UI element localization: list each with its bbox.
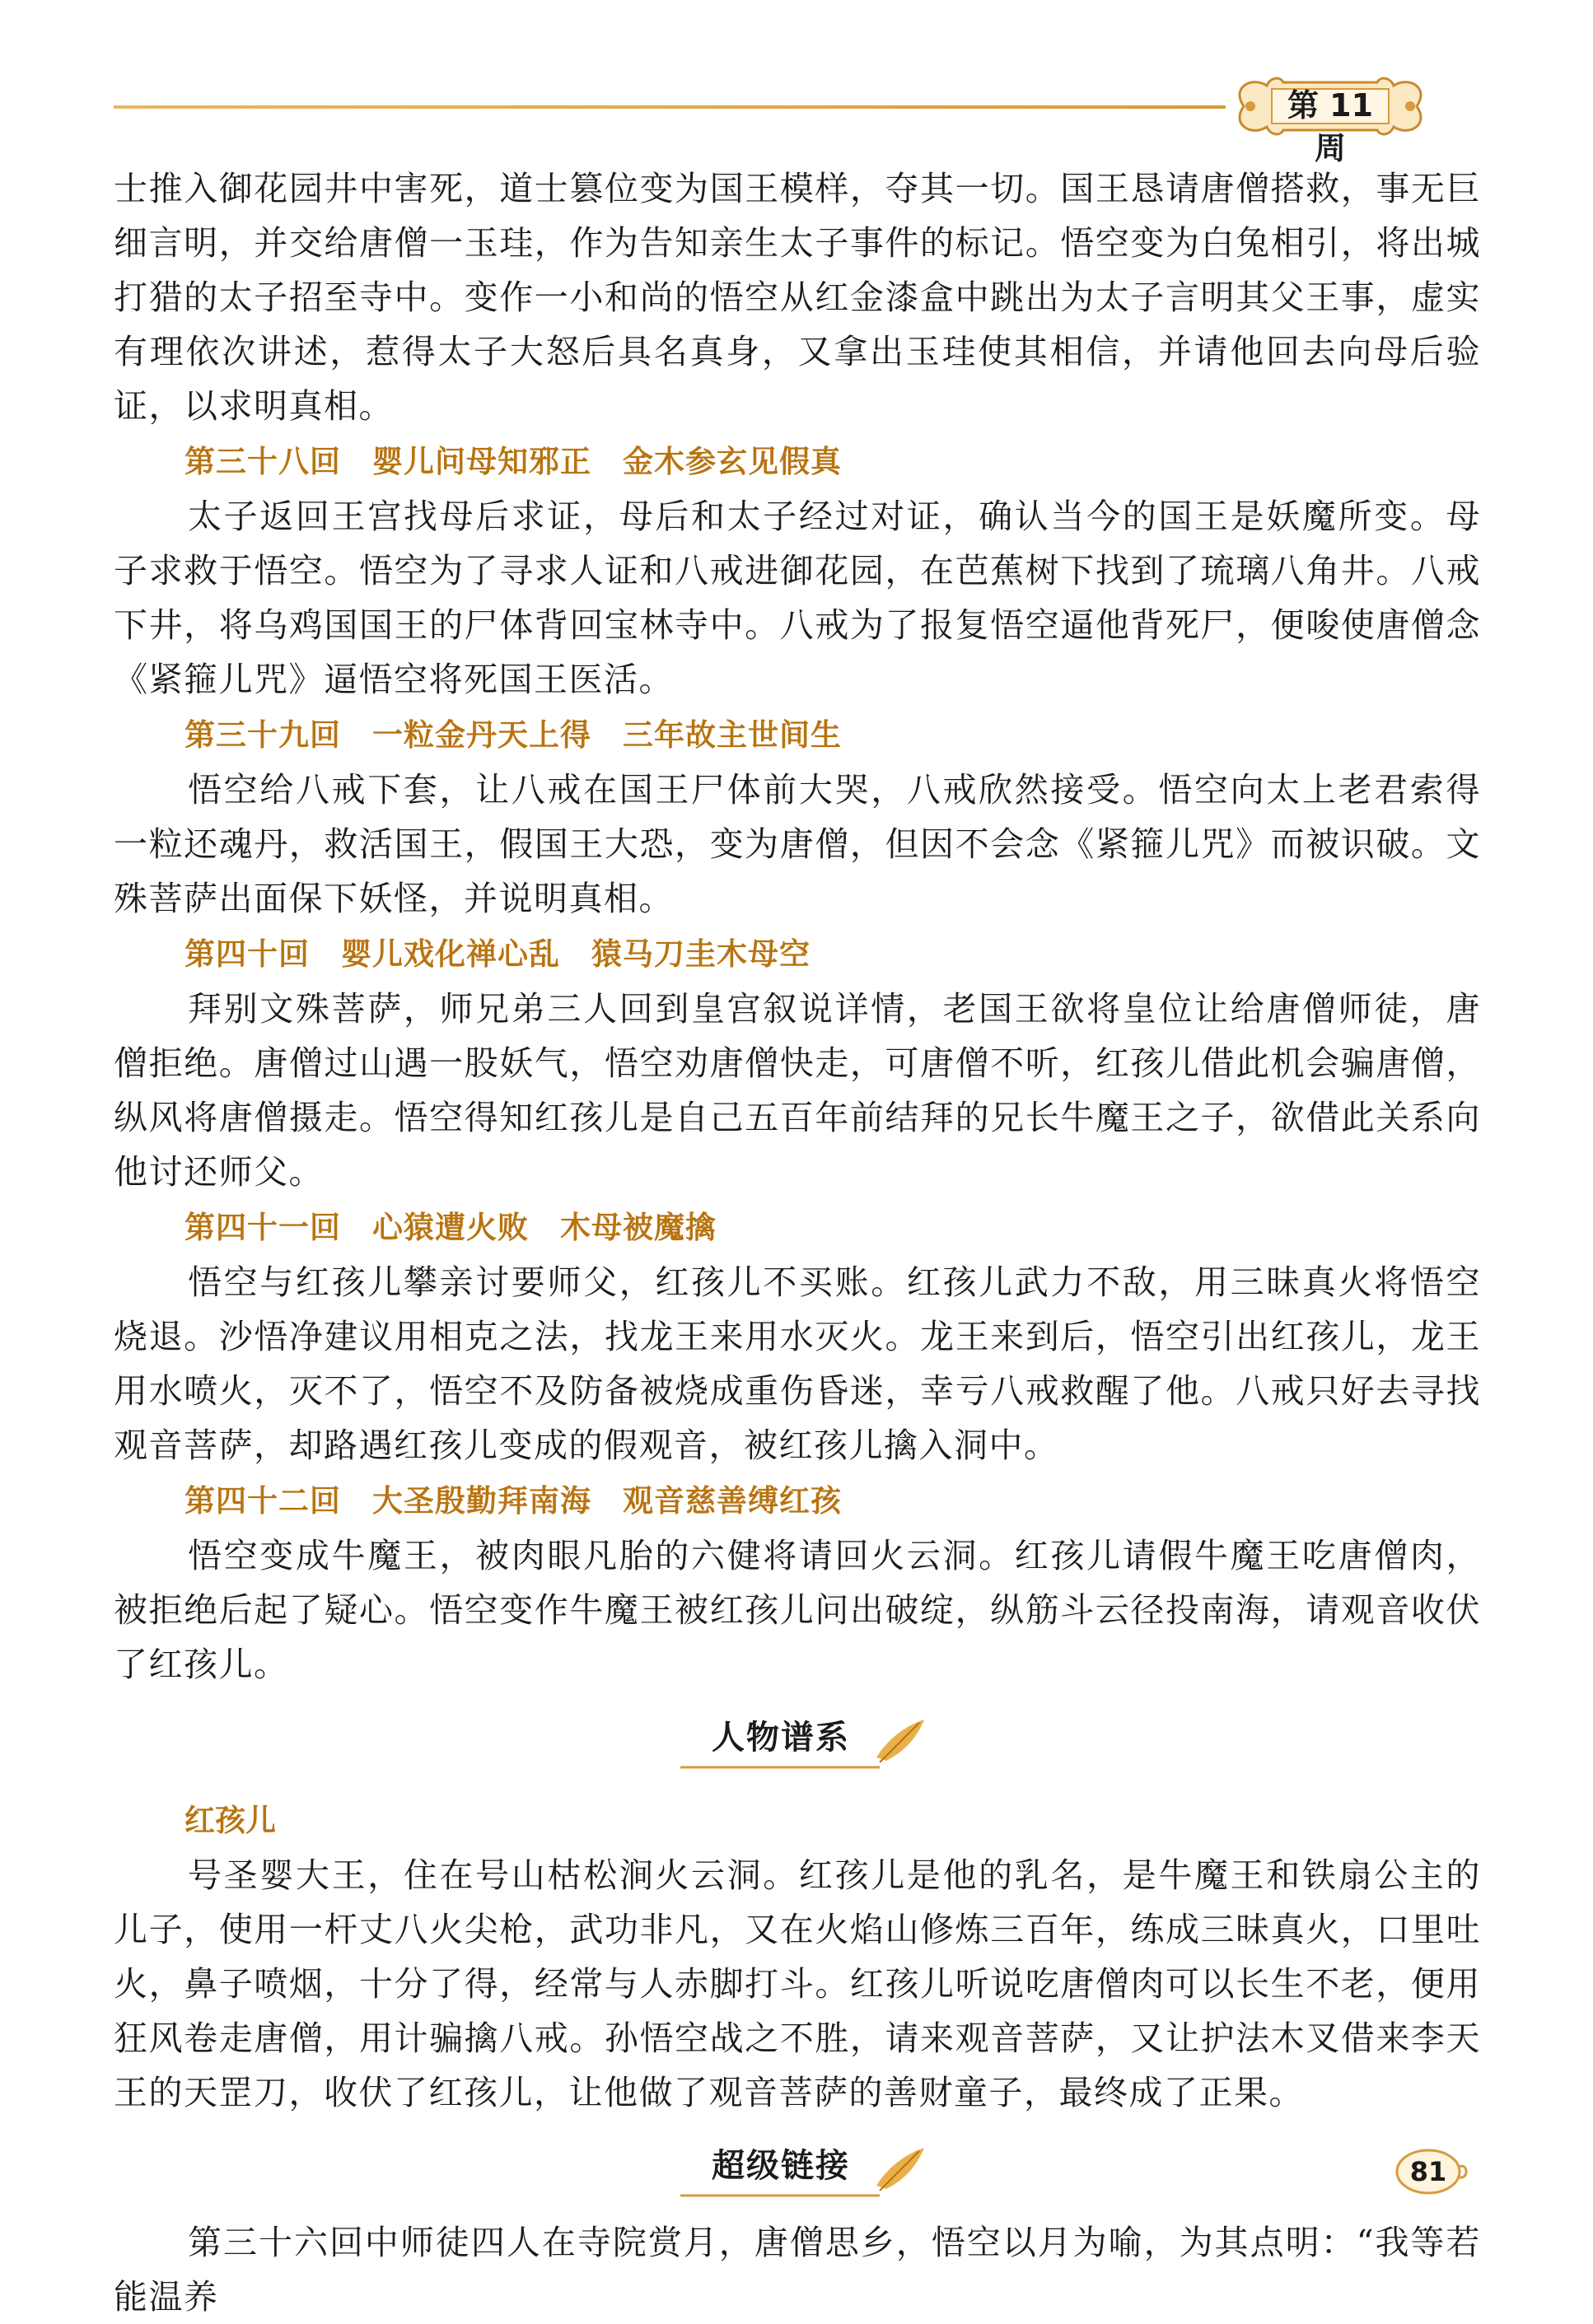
chapter-39-title: 第三十九回 一粒金丹天上得 三年故主世间生	[185, 717, 842, 753]
page-content	[114, 161, 1481, 2324]
characters-section-header	[114, 1696, 1481, 1787]
chapter-41-title: 第四十一回 心猿遭火败 木母被魔擒	[185, 1210, 717, 1245]
chapter-40-text: 拜别文殊菩萨，师兄弟三人回到皇宫叙说详情，老国王欲将皇位让给唐僧师徒，唐僧拒绝。唐僧过山遇一股妖气，悟空劝唐僧快走，可唐僧不听，红孩儿借此机会骗唐僧，纵风将唐僧摄走。悟空得知红孩儿是自己五百年前结拜的兄长牛魔王之子，欲借此关系向他讨还师父。	[114, 989, 1481, 1192]
link-section-header	[114, 2125, 1481, 2215]
header-rule	[114, 105, 1226, 109]
chapter-38-title: 第三十八回 婴儿问母知邪正 金木参玄见假真	[185, 444, 842, 479]
intro-paragraph: 士推入御花园井中害死，道士篡位变为国王模样，夺其一切。国王恳请唐僧搭救，事无巨细言明，并交给唐僧一玉珪，作为告知亲生太子事件的标记。悟空变为白兔相引，将出城打猎的太子招至寺中。变作一小和尚的悟空从红金漆盒中跳出为太子言明其父王事，虚实有理依次讲述，惹得太子大怒后具名真身，又拿出玉珪使其相信，并请他回去向母后验证，以求明真相。	[114, 169, 1481, 426]
week-label: 第 11 周	[1287, 87, 1374, 166]
chapter-41-text: 悟空与红孩儿攀亲讨要师父，红孩儿不买账。红孩儿武力不敌，用三昧真火将悟空烧退。沙悟净建议用相克之法，找龙王来用水灭火。龙王来到后，悟空引出红孩儿，龙王用水喷火，灭不了，悟空不及防备被烧成重伤昏迷，幸亏八戒救醒了他。八戒只好去寻找观音菩萨，却路遇红孩儿变成的假观音，被红孩儿擒入洞中。	[114, 1262, 1481, 1465]
chapter-42-text: 悟空变成牛魔王，被肉眼凡胎的六健将请回火云洞。红孩儿请假牛魔王吃唐僧肉，被拒绝后起了疑心。悟空变作牛魔王被红孩儿问出破绽，纵筋斗云径投南海，请观音收伏了红孩儿。	[114, 1536, 1481, 1684]
page-number-label: 81	[1409, 2156, 1447, 2187]
chapter-39-text: 悟空给八戒下套，让八戒在国王尸体前大哭，八戒欣然接受。悟空向太上老君索得一粒还魂丹，救活国王，假国王大恐，变为唐僧，但因不会念《紧箍儿咒》而被识破。文殊菩萨出面保下妖怪，并说明真相。	[114, 770, 1481, 918]
characters-section-title: 人物谱系	[712, 1719, 850, 1757]
chapter-40-title: 第四十回 婴儿戏化禅心乱 猿马刀圭木母空	[185, 936, 811, 972]
week-badge	[1219, 71, 1441, 166]
chapter-38-text: 太子返回王宫找母后求证，母后和太子经过对证，确认当今的国王是妖魔所变。母子求救于悟空。悟空为了寻求人证和八戒进御花园，在芭蕉树下找到了琉璃八角井。八戒下井，将乌鸡国国王的尸体背回宝林寺中。八戒为了报复悟空逼他背死尸，便唆使唐僧念《紧箍儿咒》逼悟空将死国王医活。	[114, 497, 1481, 699]
link-section-title: 超级链接	[712, 2147, 850, 2185]
chapter-42-title: 第四十二回 大圣殷勤拜南海 观音慈善缚红孩	[185, 1483, 842, 1519]
character-text: 号圣婴大王，住在号山枯松涧火云洞。红孩儿是他的乳名，是牛魔王和铁扇公主的儿子，使用一杆丈八火尖枪，武功非凡，又在火焰山修炼三百年，练成三昧真火，口里吐火，鼻子喷烟，十分了得，经常与人赤脚打斗。红孩儿听说吃唐僧肉可以长生不老，便用狂风卷走唐僧，用计骗擒八戒。孙悟空战之不胜，请来观音菩萨，又让护法木叉借来李天王的天罡刀，收伏了红孩儿，让他做了观音菩萨的善财童子，最终成了正果。	[114, 1855, 1481, 2112]
link-text: 第三十六回中师徒四人在寺院赏月，唐僧思乡，悟空以月为喻，为其点明：“我等若能温养	[114, 2223, 1481, 2317]
character-name: 红孩儿	[185, 1803, 276, 1838]
page-number	[1392, 2143, 1471, 2200]
